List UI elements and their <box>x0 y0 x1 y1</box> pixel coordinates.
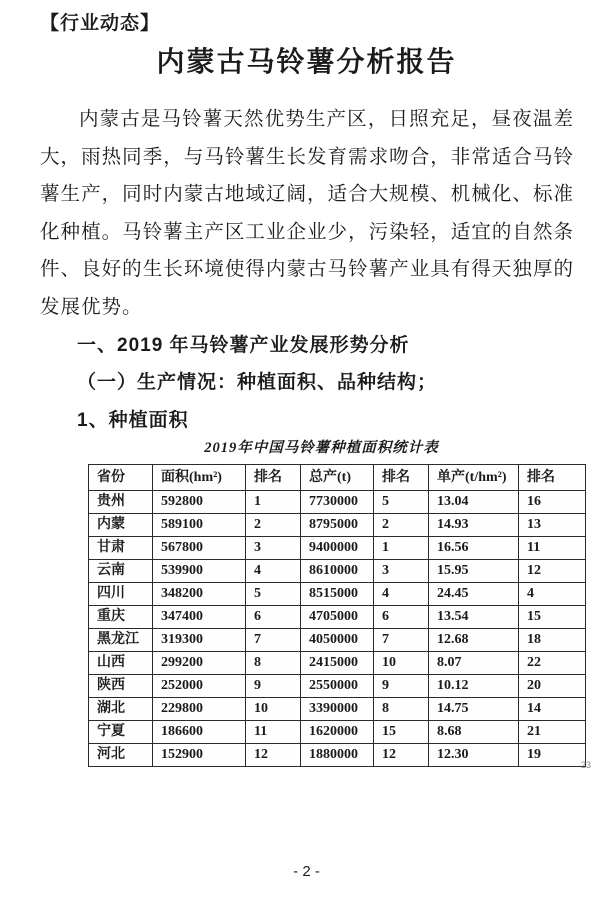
table-cell: 186600 <box>153 721 246 744</box>
table-cell: 21 <box>519 721 586 744</box>
table-cell: 299200 <box>153 652 246 675</box>
table-row <box>89 698 586 721</box>
table-row <box>89 583 586 606</box>
table-cell: 6 <box>374 606 429 629</box>
table-cell: 15 <box>374 721 429 744</box>
table-cell: 2550000 <box>301 675 374 698</box>
table-cell: 19 <box>519 744 586 767</box>
table-cell: 8.68 <box>429 721 519 744</box>
table-cell: 1 <box>374 537 429 560</box>
table-cell: 1 <box>246 491 301 514</box>
column-header: 面积(hm²) <box>153 465 246 491</box>
table-cell: 11 <box>519 537 586 560</box>
table-cell: 四川 <box>89 583 153 606</box>
table-cell: 8515000 <box>301 583 374 606</box>
table-cell: 13.54 <box>429 606 519 629</box>
table-cell: 8 <box>374 698 429 721</box>
table-cell: 8795000 <box>301 514 374 537</box>
table-cell: 1620000 <box>301 721 374 744</box>
table-cell: 13 <box>519 514 586 537</box>
table-cell: 2 <box>246 514 301 537</box>
table-cell: 7 <box>374 629 429 652</box>
table-header-row <box>89 465 586 491</box>
table-row <box>89 744 586 767</box>
table-cell: 4 <box>519 583 586 606</box>
table-cell: 15.95 <box>429 560 519 583</box>
table-cell: 12 <box>374 744 429 767</box>
table-cell: 重庆 <box>89 606 153 629</box>
table-row <box>89 629 586 652</box>
table-cell: 甘肃 <box>89 537 153 560</box>
table-cell: 9400000 <box>301 537 374 560</box>
column-header: 省份 <box>89 465 153 491</box>
table-cell: 589100 <box>153 514 246 537</box>
table-cell: 15 <box>519 606 586 629</box>
table-cell: 7730000 <box>301 491 374 514</box>
table-cell: 13.04 <box>429 491 519 514</box>
table-cell: 3390000 <box>301 698 374 721</box>
table-cell: 黑龙江 <box>89 629 153 652</box>
table-cell: 10 <box>246 698 301 721</box>
table-cell: 14 <box>519 698 586 721</box>
table-cell: 山西 <box>89 652 153 675</box>
table-cell: 8610000 <box>301 560 374 583</box>
table-row <box>89 652 586 675</box>
table-row <box>89 606 586 629</box>
table-cell: 贵州 <box>89 491 153 514</box>
table-cell: 347400 <box>153 606 246 629</box>
table-cell: 152900 <box>153 744 246 767</box>
intro-paragraph: 内蒙古是马铃薯天然优势生产区，日照充足，昼夜温差大，雨热同季，与马铃薯生长发育需求吻合，非常适合马铃薯生产，同时内蒙古地域辽阔，适合大规模、机械化、标准化种植。马铃薯主产区工业企业少，污染轻，适宜的自然条件、良好的生长环境使得内蒙古马铃薯产业具有得天独厚的发展优势。 <box>40 109 574 318</box>
table-cell: 2 <box>374 514 429 537</box>
table-cell: 9 <box>374 675 429 698</box>
table-cell: 9 <box>246 675 301 698</box>
table-cell: 河北 <box>89 744 153 767</box>
report-title: 内蒙古马铃薯分析报告 <box>156 47 457 78</box>
table-cell: 5 <box>374 491 429 514</box>
table-cell: 592800 <box>153 491 246 514</box>
table-cell: 16.56 <box>429 537 519 560</box>
table-cell: 陕西 <box>89 675 153 698</box>
table-cell: 20 <box>519 675 586 698</box>
column-header: 排名 <box>246 465 301 491</box>
table-cell: 宁夏 <box>89 721 153 744</box>
table-row <box>89 491 586 514</box>
table-cell: 252000 <box>153 675 246 698</box>
section-tag: 【行业动态】 <box>40 13 161 34</box>
table-cell: 4705000 <box>301 606 374 629</box>
table-cell: 12.68 <box>429 629 519 652</box>
table-cell: 567800 <box>153 537 246 560</box>
table-cell: 云南 <box>89 560 153 583</box>
table-cell: 内蒙 <box>89 514 153 537</box>
statistics-table <box>88 464 586 767</box>
table-corner-number: 23 <box>580 760 591 770</box>
table-cell: 348200 <box>153 583 246 606</box>
table-cell: 18 <box>519 629 586 652</box>
table-title: 2019年中国马铃薯种植面积统计表 <box>204 440 439 456</box>
table-cell: 6 <box>246 606 301 629</box>
statistics-table-figure <box>88 436 591 770</box>
table-cell: 10 <box>374 652 429 675</box>
heading-level-2: （一）生产情况：种植面积、品种结构； <box>77 372 438 393</box>
page-number: - 2 - <box>293 863 320 880</box>
table-cell: 5 <box>246 583 301 606</box>
table-cell: 8.07 <box>429 652 519 675</box>
table-cell: 22 <box>519 652 586 675</box>
table-cell: 10.12 <box>429 675 519 698</box>
heading-level-3: 1、种植面积 <box>77 410 189 431</box>
table-cell: 4 <box>246 560 301 583</box>
table-cell: 湖北 <box>89 698 153 721</box>
table-row <box>89 721 586 744</box>
column-header: 单产(t/hm²) <box>429 465 519 491</box>
table-cell: 12.30 <box>429 744 519 767</box>
column-header: 排名 <box>519 465 586 491</box>
column-header: 排名 <box>374 465 429 491</box>
table-row <box>89 560 586 583</box>
table-row <box>89 514 586 537</box>
table-cell: 8 <box>246 652 301 675</box>
table-cell: 229800 <box>153 698 246 721</box>
table-cell: 7 <box>246 629 301 652</box>
table-cell: 4050000 <box>301 629 374 652</box>
table-row <box>89 675 586 698</box>
table-cell: 539900 <box>153 560 246 583</box>
table-cell: 4 <box>374 583 429 606</box>
table-cell: 12 <box>519 560 586 583</box>
table-cell: 24.45 <box>429 583 519 606</box>
table-cell: 11 <box>246 721 301 744</box>
table-cell: 3 <box>374 560 429 583</box>
table-cell: 14.75 <box>429 698 519 721</box>
table-cell: 16 <box>519 491 586 514</box>
table-cell: 12 <box>246 744 301 767</box>
table-cell: 1880000 <box>301 744 374 767</box>
table-cell: 319300 <box>153 629 246 652</box>
table-cell: 3 <box>246 537 301 560</box>
heading-level-1: 一、2019 年马铃薯产业发展形势分析 <box>77 335 410 356</box>
column-header: 总产(t) <box>301 465 374 491</box>
table-row <box>89 537 586 560</box>
table-cell: 14.93 <box>429 514 519 537</box>
table-cell: 2415000 <box>301 652 374 675</box>
